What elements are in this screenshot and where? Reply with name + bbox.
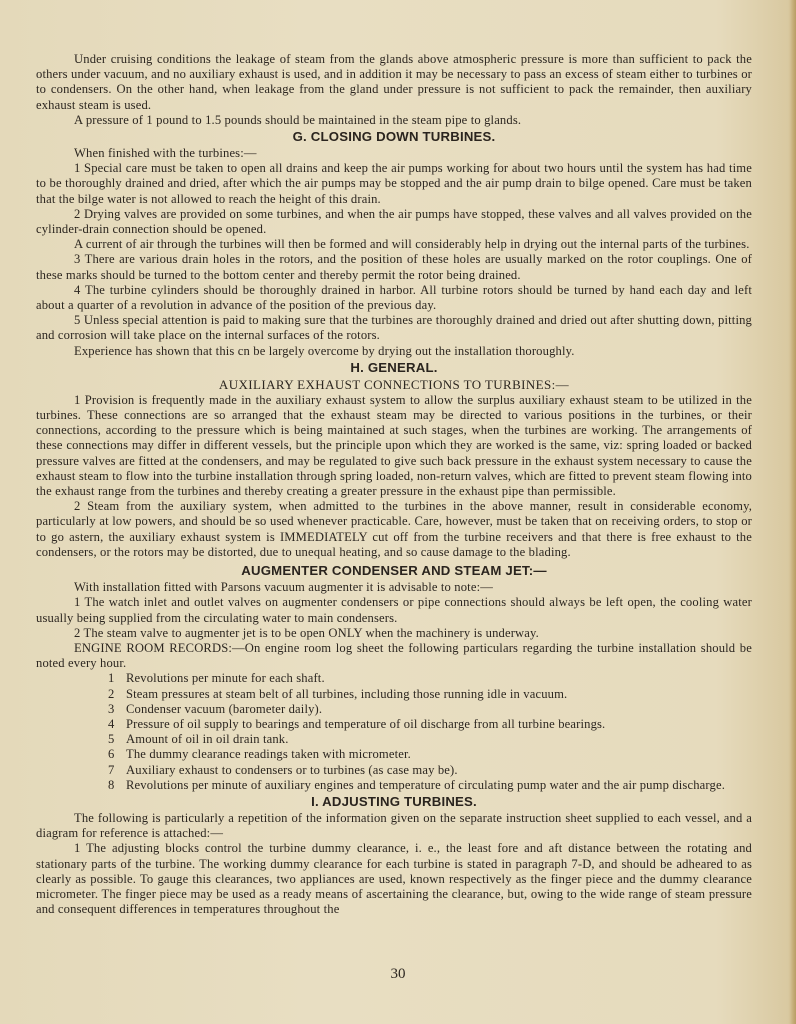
list-item [108,747,752,762]
list-item [108,671,752,686]
paragraph: 2 Drying valves are provided on some turbines, and when the air pumps have stopped, these valves and all valves provided on the cylinder-drain connection should be opened. [36,206,752,237]
list-text: Condenser vacuum (barometer daily). [126,701,323,716]
list-item [108,702,752,717]
paragraph: Under cruising conditions the leakage of steam from the glands above atmospheric pressure is more than sufficient to pack the others under vacuum, and no auxiliary exhaust is used, and in addition it may be necessary to pass an excess of steam either to turbines or to condensers. On the other hand, when leakage from the gland under pressure is not sufficient to pack the remainder, then auxiliary exhaust steam is used. [36,52,752,112]
list-item [108,763,752,778]
paragraph: 1 Special care must be taken to open all drains and keep the air pumps working for about two hours until the system has had time to be thoroughly drained and dried, after which the air pumps may be stopped and the air pump drain to bilge opened. Care must be taken that the bilge water is not allowed to reach the height of this drain. [36,161,752,206]
list-text: Auxiliary exhaust to condensers or to turbines (as case may be). [126,762,458,777]
paragraph: Experience has shown that this cn be largely overcome by drying out the installation thoroughly. [74,343,575,358]
list-number: 6 [108,747,115,762]
list-number: 3 [108,701,115,716]
list-number: 8 [108,777,115,792]
section-heading-closing-down: G. CLOSING DOWN TURBINES. [292,129,496,145]
list-text: Revolutions per minute of auxiliary engines and temperature of circulating pump water and the air pump discharge. [126,777,725,792]
paragraph: A pressure of 1 pound to 1.5 pounds should be maintained in the steam pipe to glands. [74,112,522,127]
list-number: 1 [108,671,115,686]
paragraph: 5 Unless special attention is paid to making sure that the turbines are thoroughly drained and dried out after shutting down, pitting and corrosion will take place on the internal surfaces of the rotors. [36,313,752,343]
section-heading-adjusting: I. ADJUSTING TURBINES. [311,793,477,809]
list-item [108,717,752,732]
paragraph: A current of air through the turbines will then be formed and will considerably help in drying out the internal parts of the turbines. [74,237,750,252]
engine-room-records-list [36,671,752,793]
paragraph: 3 There are various drain holes in the rotors, and the position of these holes are usually marked on the rotor couplings. One of these marks should be turned to the bottom center and thereby permit the rotor being drained. [36,252,752,282]
subsection-heading-augmenter: AUGMENTER CONDENSER AND STEAM JET:— [241,563,547,579]
list-text: Amount of oil in oil drain tank. [126,732,289,747]
section-heading-general: H. GENERAL. [350,359,438,375]
document-page [36,52,752,917]
list-text: Revolutions per minute for each shaft. [126,671,325,686]
paragraph: 2 The steam valve to augmenter jet is to be open ONLY when the machinery is underway. [74,625,539,640]
paragraph: 4 The turbine cylinders should be thoroughly drained in harbor. All turbine rotors should be turned by hand each day and left about a quarter of a revolution in advance of the position of the previous day. [36,282,752,313]
list-item [108,687,752,702]
paragraph: 1 Provision is frequently made in the auxiliary exhaust system to allow the surplus auxiliary exhaust steam to be utilized in the turbines. These connections are so arranged that the exhaust steam may be directed to various positions in the turbines, or their connections, according to the pressure which is being maintained at such stages, when the turbines are working. The arrangements of these connections may differ in different vessels, but the principle upon which they are worked is the same, viz: spring loaded or backed pressure valves are fitted at the condensers, and may be regulated to give such back pressure in the exhaust system necessary to cause the exhaust steam to flow into the turbine installation through spring loaded, non-return valves, which are fitted to prevent steam flowing into the exhaust range from the turbines and thereby creating a greater pressure in the exhaust pipe than permissible. [36,392,752,499]
paragraph: The following is particularly a repetition of the information given on the separate instruction sheet supplied to each vessel, and a diagram for reference is attached:— [36,810,752,841]
paragraph: 1 The adjusting blocks control the turbine dummy clearance, i. e., the least fore and aft distance between the rotating and stationary parts of the turbine. The working dummy clearance for each turbine is stated in paragraph 7-D, and should be adheared to as clearly as possible. To gauge this clearances, two appliances are used, known respectively as the finger piece and the dummy clearance micrometer. The finger piece may be used as a ready means of ascertaining the clearance, but, owing to the wide range of steam pressure and consequent differences in temperatures throughout the [36,841,752,917]
list-number: 4 [108,716,115,731]
page-number: 30 [390,966,406,982]
list-item [108,778,752,793]
paragraph: ENGINE ROOM RECORDS:—On engine room log sheet the following particulars regarding the turbine installation should be noted every hour. [36,640,752,671]
list-number: 5 [108,732,115,747]
paragraph: With installation fitted with Parsons vacuum augmenter it is advisable to note:— [74,580,493,595]
subsection-heading-auxiliary-exhaust: AUXILIARY EXHAUST CONNECTIONS TO TURBINES:— [218,376,570,392]
paragraph: 1 The watch inlet and outlet valves on augmenter condensers or pipe connections should always be left open, the cooling water usually being supplied from the circulating water to main condensers. [36,595,752,625]
list-item [108,732,752,747]
list-number: 7 [108,762,115,777]
list-text: Pressure of oil supply to bearings and temperature of oil discharge from all turbine bearings. [126,716,606,731]
list-text: The dummy clearance readings taken with micrometer. [126,747,411,762]
paragraph: When finished with the turbines:— [74,146,257,161]
page-edge-shadow [790,0,796,1024]
list-text: Steam pressures at steam belt of all turbines, including those running idle in vacuum. [126,686,568,701]
paragraph: 2 Steam from the auxiliary system, when admitted to the turbines in the above manner, result in considerable economy, particularly at low powers, and should be so used whenever practicable. Care, however, must be taken that on receiving orders, to stop or to go astern, the auxiliary exhaust system is IMMEDIATELY cut off from the turbine receivers and that there is free exhaust to the condensers, or the rotors may be distorted, due to unequal heating, and so cause damage to the blading. [36,499,752,559]
list-number: 2 [108,686,115,701]
